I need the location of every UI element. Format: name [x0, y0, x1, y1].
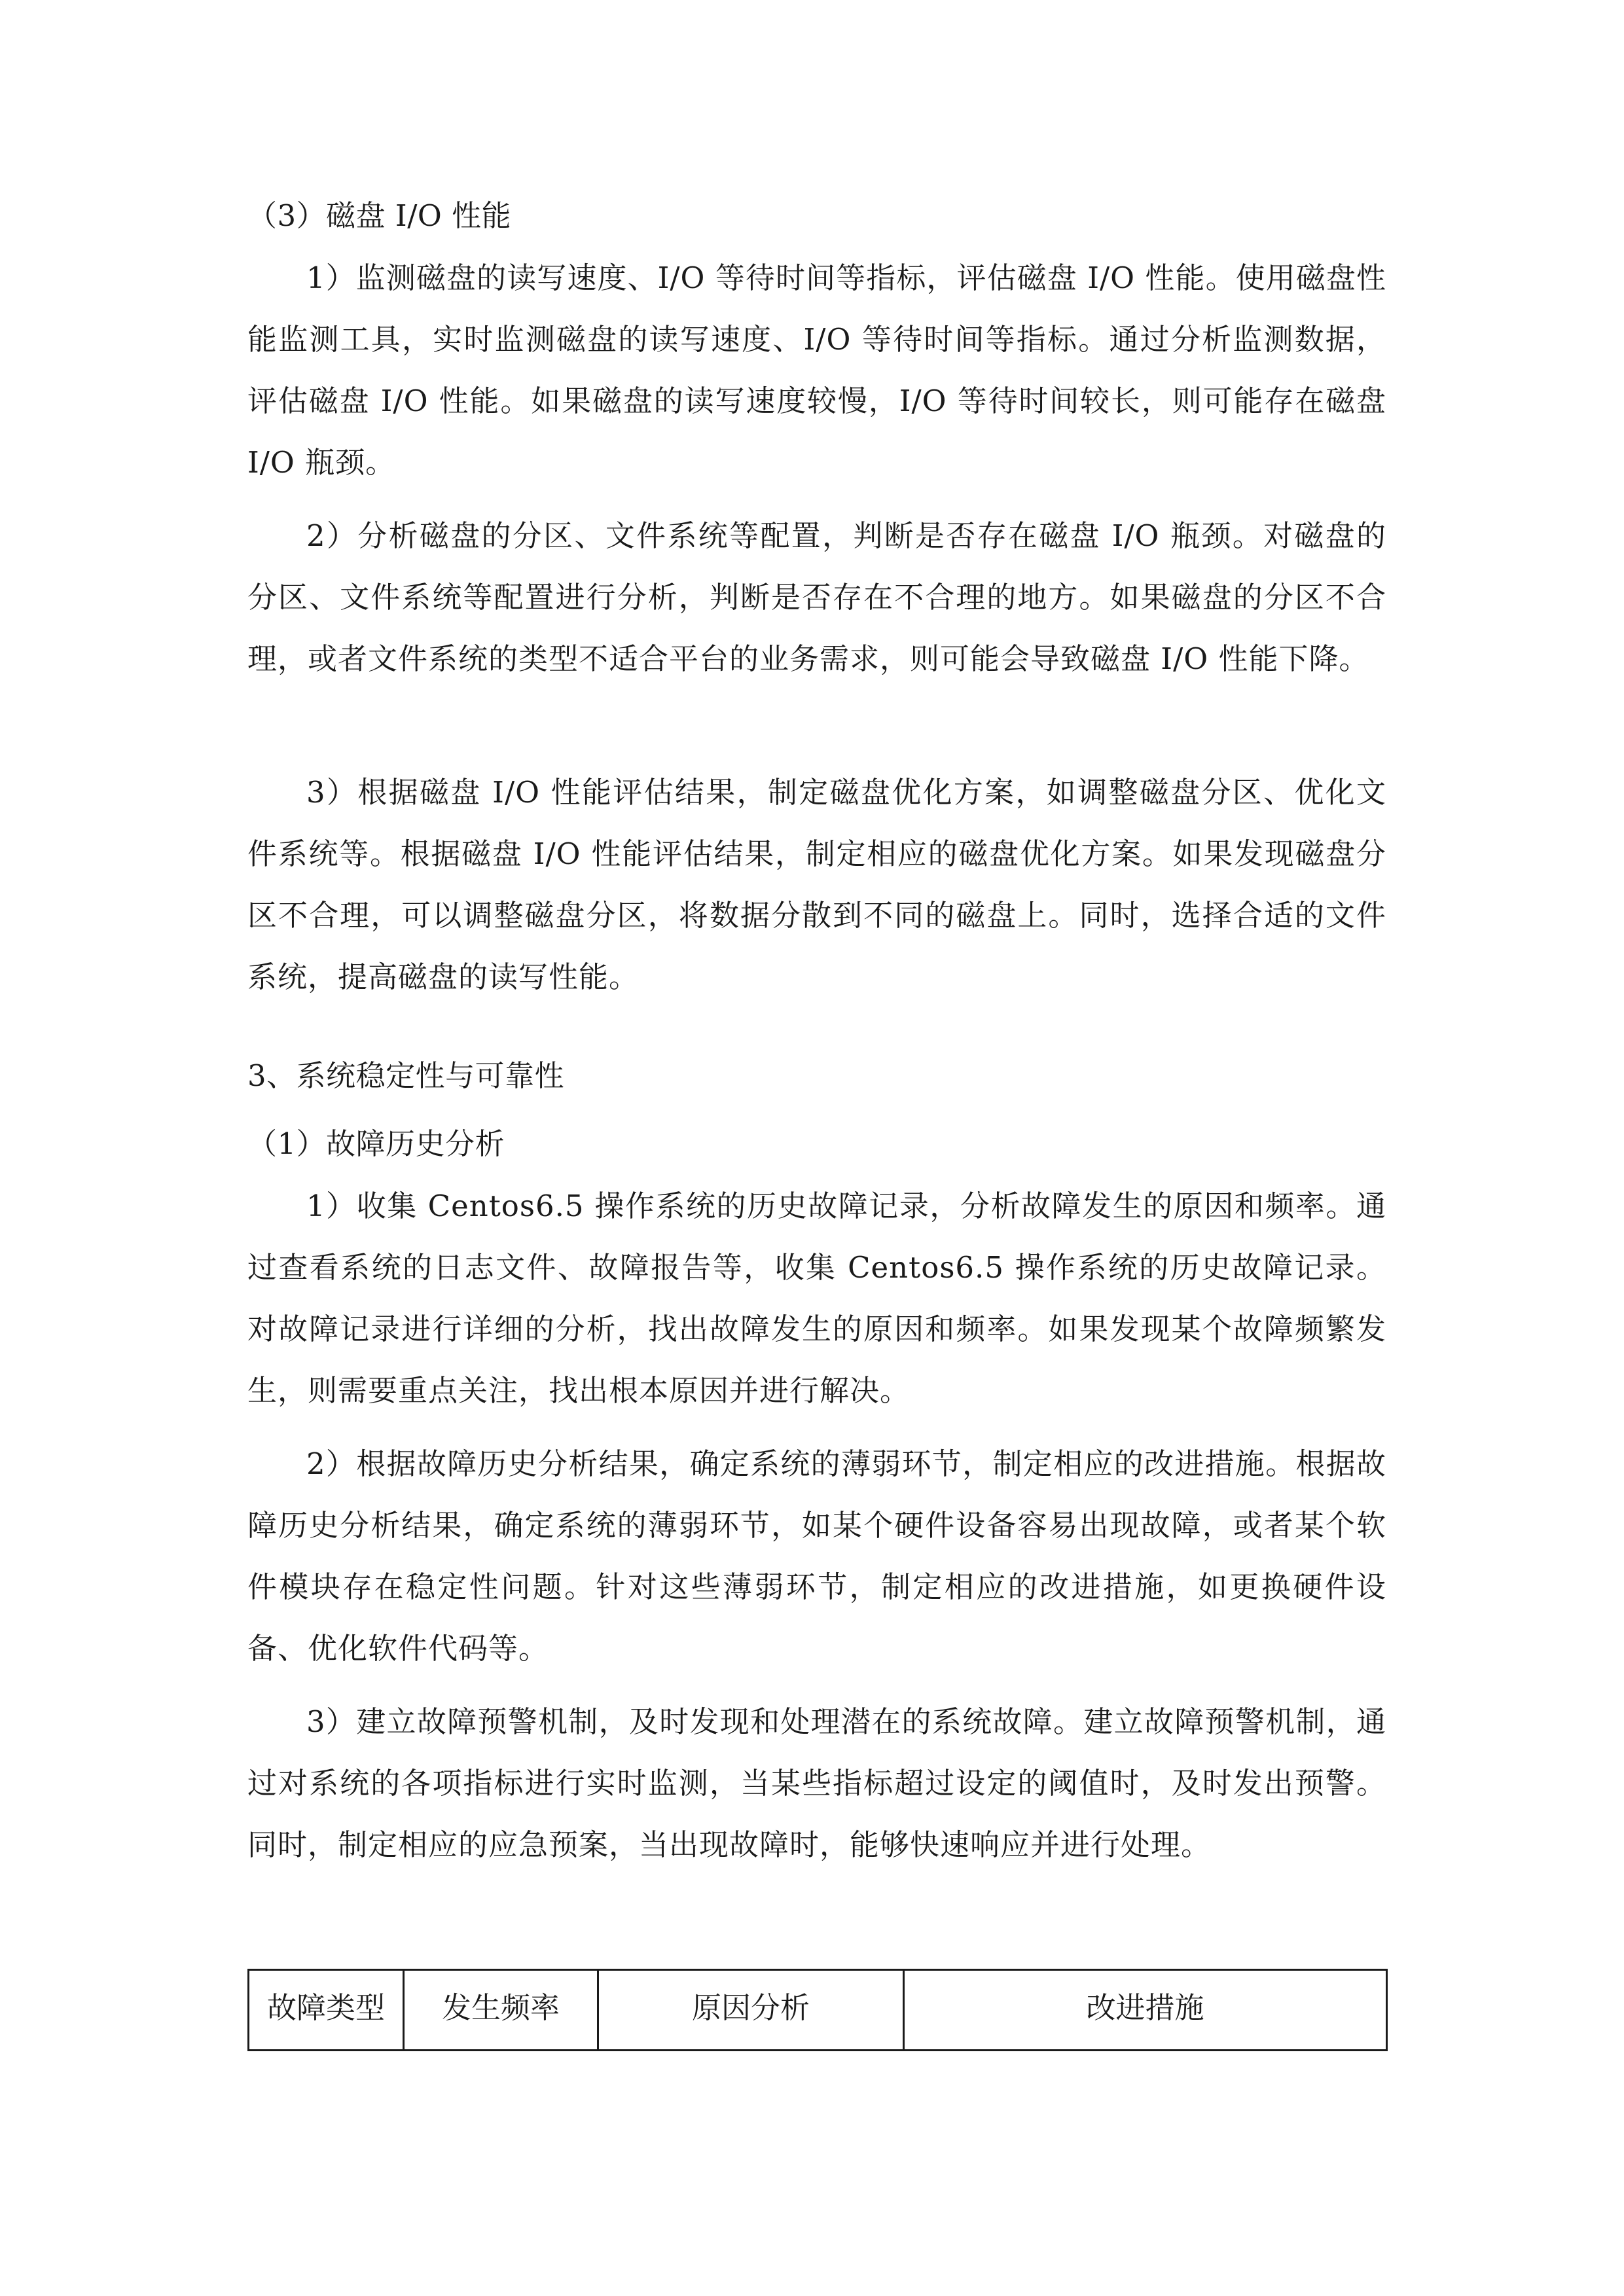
header-improvement-measures: 改进措施: [904, 1970, 1387, 2051]
fault-history-heading: （1）故障历史分析: [247, 1126, 505, 1161]
disk-io-paragraph-1: 1）监测磁盘的读写速度、I/O 等待时间等指标，评估磁盘 I/O 性能。使用磁盘性能监测工具，实时监测磁盘的读写速度、I/O 等待时间等指标。通过分析监测数据，评估磁盘 I/O 性能。如果磁盘的读写速度较慢，I/O 等待时间较长，则可能存在磁盘 I/O 瓶颈。: [247, 260, 1386, 480]
stability-heading: 3、系统稳定性与可靠性: [247, 1058, 565, 1093]
fault-paragraph-3: 3）建立故障预警机制，及时发现和处理潜在的系统故障。建立故障预警机制，通过对系统的各项指标进行实时监测，当某些指标超过设定的阈值时，及时发出预警。同时，制定相应的应急预案，当出现故障时，能够快速响应并进行处理。: [247, 1704, 1386, 1862]
header-fault-type: 故障类型: [249, 1970, 404, 2051]
disk-io-paragraph-2: 2）分析磁盘的分区、文件系统等配置，判断是否存在磁盘 I/O 瓶颈。对磁盘的分区、文件系统等配置进行分析，判断是否存在不合理的地方。如果磁盘的分区不合理，或者文件系统的类型不适合平台的业务需求，则可能会导致磁盘 I/O 性能下降。: [247, 518, 1386, 676]
header-cause-analysis: 原因分析: [598, 1970, 904, 2051]
table-header-row: [249, 1970, 1387, 2051]
disk-io-paragraph-3: 3）根据磁盘 I/O 性能评估结果，制定磁盘优化方案，如调整磁盘分区、优化文件系统等。根据磁盘 I/O 性能评估结果，制定相应的磁盘优化方案。如果发现磁盘分区不合理，可以调整磁盘分区，将数据分散到不同的磁盘上。同时，选择合适的文件系统，提高磁盘的读写性能。: [247, 775, 1386, 994]
disk-io-heading: （3）磁盘 I/O 性能: [247, 198, 512, 233]
header-frequency: 发生频率: [404, 1970, 598, 2051]
fault-paragraph-1: 1）收集 Centos6.5 操作系统的历史故障记录，分析故障发生的原因和频率。通过查看系统的日志文件、故障报告等，收集 Centos6.5 操作系统的历史故障记录。对故障记录进行详细的分析，找出故障发生的原因和频率。如果发现某个故障频繁发生，则需要重点关注，找出根本原因并进行解决。: [247, 1189, 1386, 1408]
fault-paragraph-2: 2）根据故障历史分析结果，确定系统的薄弱环节，制定相应的改进措施。根据故障历史分析结果，确定系统的薄弱环节，如某个硬件设备容易出现故障，或者某个软件模块存在稳定性问题。针对这些薄弱环节，制定相应的改进措施，如更换硬件设备、优化软件代码等。: [247, 1446, 1386, 1666]
fault-table: [247, 1969, 1388, 2051]
